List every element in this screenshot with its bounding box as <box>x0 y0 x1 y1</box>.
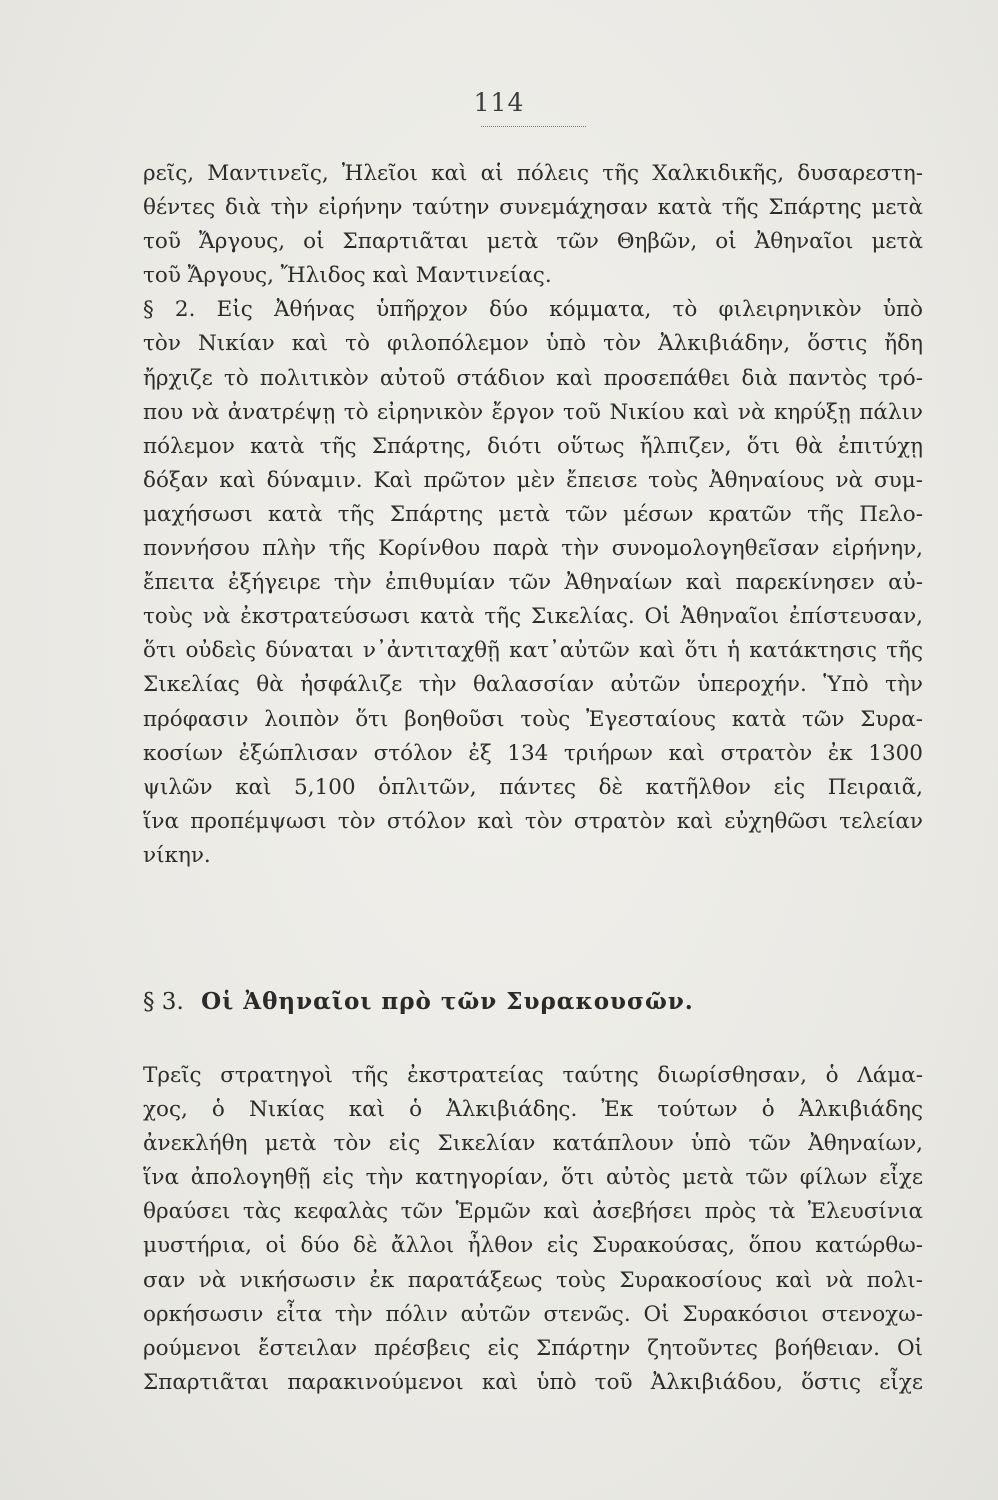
page-number-rule <box>481 126 586 127</box>
text-line: ἔπειτα ἐξήγειρε τὴν ἐπιθυμίαν τῶν Ἀθηναίων καὶ παρεκίνησεν αὐ- <box>143 570 923 596</box>
page-number: 114 <box>473 88 525 117</box>
text-line: ἤρχιζε τὸ πολιτικὸν αὐτοῦ στάδιον καὶ προσεπάθει διὰ παντὸς τρό- <box>143 365 923 391</box>
section-heading <box>143 988 694 1015</box>
section-number: § 3. <box>143 989 184 1015</box>
text-line: Τρεῖς στρατηγοὶ τῆς ἐκστρατείας ταύτης διωρίσθησαν, ὁ Λάμα- <box>143 1063 923 1088</box>
text-line: πόλεμον κατὰ τῆς Σπάρτης, διότι οὕτως ἤλπιζεν, ὅτι θὰ ἐπιτύχῃ <box>143 433 923 459</box>
text-line: πρόφασιν λοιπὸν ὅτι βοηθοῦσι τοὺς Ἐγεσταίους κατὰ τῶν Συρα- <box>143 706 923 732</box>
text-line: σαν νὰ νικήσωσιν ἐκ παρατάξεως τοὺς Συρακοσίους καὶ νὰ πολι- <box>143 1267 923 1293</box>
text-line: τοῦ Ἄργους, οἱ Σπαρτιᾶται μετὰ τῶν Θηβῶν, οἱ Ἀθηναῖοι μετὰ <box>143 229 923 255</box>
text-line: ὅτι οὐδεὶς δύναται ν᾽ἀντιταχθῇ κατ᾽αὐτῶν καὶ ὅτι ἡ κατάκτησις τῆς <box>143 638 923 664</box>
text-line: μαχήσωσι κατὰ τῆς Σπάρτης μετὰ τῶν μέσων κρατῶν τῆς Πελο- <box>143 501 923 527</box>
text-line: κοσίων ἐξώπλισαν στόλον ἐξ 134 τριήρων καὶ στρατὸν ἐκ 1300 <box>143 740 923 766</box>
text-line: τοὺς νὰ ἐκστρατεύσωσι κατὰ τῆς Σικελίας. Οἱ Ἀθηναῖοι ἐπίστευσαν, <box>143 604 923 630</box>
text-line: ἀνεκλήθη μετὰ τὸν εἰς Σικελίαν κατάπλουν ὑπὸ τῶν Ἀθηναίων, <box>143 1131 923 1157</box>
text-line: θραύσει τὰς κεφαλὰς τῶν Ἑρμῶν καὶ ἀσεβήσει πρὸς τὰ Ἐλευσίνια <box>143 1199 923 1225</box>
text-line: Σικελίας θὰ ἠσφάλιζε τὴν θαλασσίαν αὐτῶν ὑπεροχήν. Ὑπὸ τὴν <box>143 672 923 698</box>
text-line: Σπαρτιᾶται παρακινούμενοι καὶ ὑπὸ τοῦ Ἀλκιβιάδου, ὅστις εἶχε <box>143 1369 923 1395</box>
paragraph-2 <box>143 1059 923 1400</box>
text-line: τοῦ Ἄργους, Ἤλιδος καὶ Μαντινείας. <box>143 263 552 289</box>
text-line: ψιλῶν καὶ 5,100 ὁπλιτῶν, πάντες δὲ κατῆλθον εἰς Πειραιᾶ, <box>143 774 923 800</box>
text-line: τὸν Νικίαν καὶ τὸ φιλοπόλεμον ὑπὸ τὸν Ἀλκιβιάδην, ὅστις ἤδη <box>143 331 923 357</box>
text-line: ἵνα ἀπολογηθῇ εἰς τὴν κατηγορίαν, ὅτι αὐτὸς μετὰ τῶν φίλων εἶχε <box>143 1165 923 1191</box>
text-line: ποννήσου πλὴν τῆς Κορίνθου παρὰ τὴν συνομολογηθεῖσαν εἰρήνην, <box>143 536 923 562</box>
text-line: δόξαν καὶ δύναμιν. Καὶ πρῶτον μὲν ἔπεισε τοὺς Ἀθηναίους νὰ συμ- <box>143 467 923 493</box>
text-line: θέντες διὰ τὴν εἰρήνην ταύτην συνεμάχησαν κατὰ τῆς Σπάρτης μετὰ <box>143 195 923 221</box>
text-line: ορκήσωσιν εἶτα τὴν πόλιν αὐτῶν στενῶς. Οἱ Συρακόσιοι στενοχω- <box>143 1301 923 1327</box>
text-line: § 2. Εἰς Ἀθήνας ὑπῆρχον δύο κόμματα, τὸ φιλειρηνικὸν ὑπὸ <box>143 297 923 323</box>
text-line: ἵνα προπέμψωσι τὸν στόλον καὶ τὸν στρατὸν καὶ εὐχηθῶσι τελείαν <box>143 808 923 834</box>
text-line: που νὰ ἀνατρέψῃ τὸ εἰρηνικὸν ἔργον τοῦ Νικίου καὶ νὰ κηρύξῃ πάλιν <box>143 399 923 425</box>
text-line: ρούμενοι ἔστειλαν πρέσβεις εἰς Σπάρτην ζητοῦντες βοήθειαν. Οἱ <box>143 1335 923 1361</box>
text-line: νίκην. <box>143 842 211 868</box>
paragraph-1 <box>143 157 923 873</box>
text-line: χος, ὁ Νικίας καὶ ὁ Ἀλκιβιάδης. Ἐκ τούτων ὁ Ἀλκιβιάδης <box>143 1097 923 1123</box>
section-title: Οἱ Ἀθηναῖοι πρὸ τῶν Συρακουσῶν. <box>201 988 694 1015</box>
text-line: ρεῖς, Μαντινεῖς, Ἠλεῖοι καὶ αἱ πόλεις τῆς Χαλκιδικῆς, δυσαρεστη- <box>143 161 923 186</box>
text-line: μυστήρια, οἱ δύο δὲ ἄλλοι ἦλθον εἰς Συρακούσας, ὅπου κατώρθω- <box>143 1233 923 1259</box>
